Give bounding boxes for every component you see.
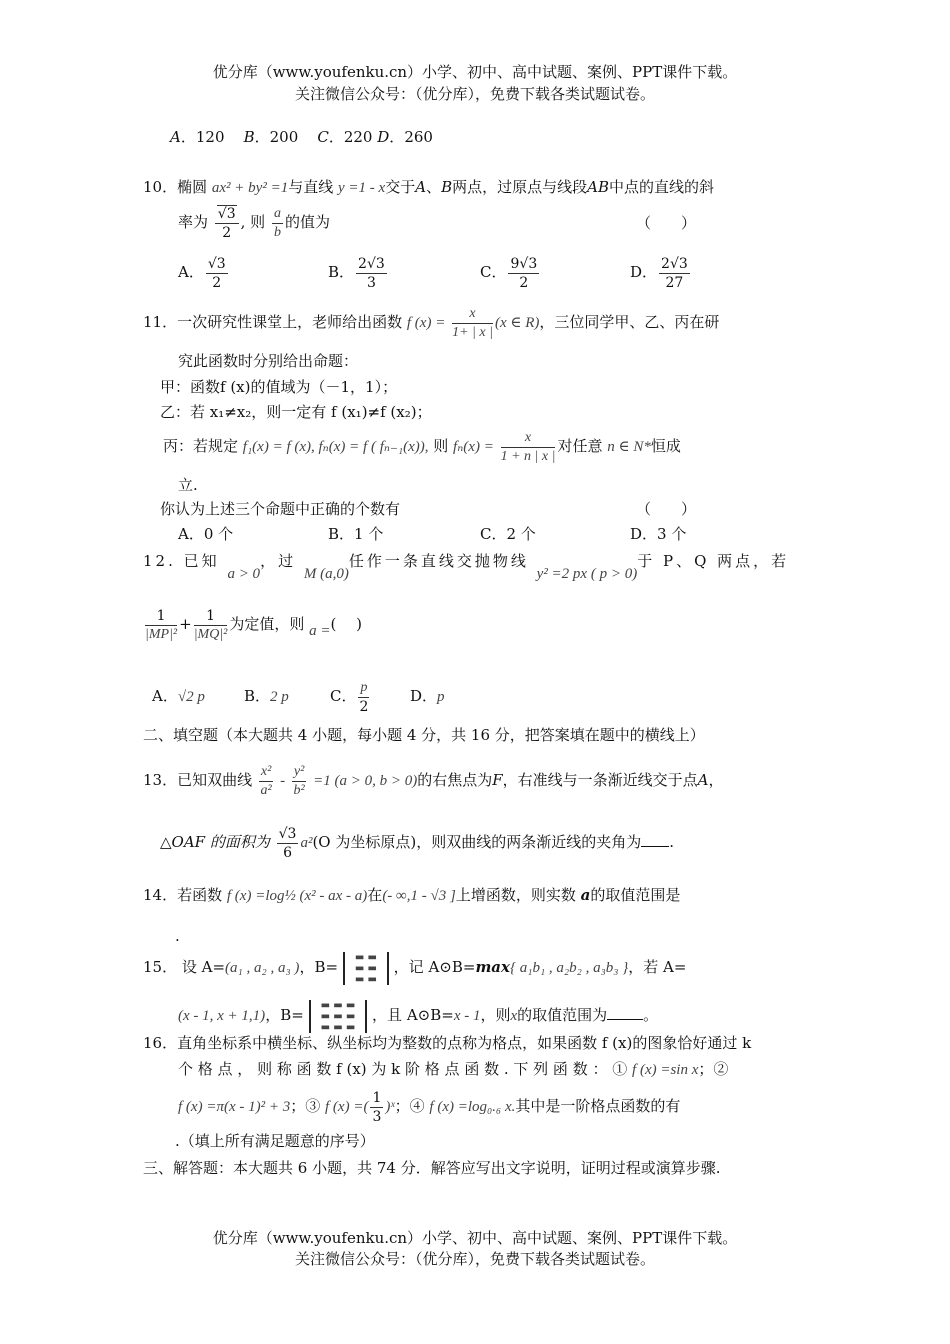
q13-text: .: [669, 833, 675, 851]
q14-function: f (x) =log½ (x² - ax - a): [226, 888, 368, 904]
q12-option-a: [152, 678, 205, 715]
frac-num: 1: [372, 1089, 382, 1106]
q14-text: 若函数: [177, 886, 223, 904]
frac-den: 3: [372, 1108, 382, 1125]
q16-text: ；④: [394, 1097, 425, 1115]
q11-option-d: D．3 个: [630, 525, 687, 543]
q10-option-c: [480, 254, 541, 292]
q14-line-1: [143, 880, 680, 911]
q12-plus: +: [179, 615, 192, 633]
frac-num: x²: [259, 763, 273, 782]
q10-segment-ab: AB: [587, 178, 609, 196]
frac-den: a²: [260, 782, 272, 798]
q16-function-3-suffix: )ˣ: [385, 1099, 395, 1115]
q11-bing-fn: fₙ(x) =: [453, 439, 494, 455]
option-label: D．: [630, 263, 658, 281]
q15-answer-blank[interactable]: [607, 1005, 643, 1020]
q14-interval: (- ∞,1 - √3 ]: [382, 888, 456, 904]
q12-text: 已知: [183, 552, 220, 570]
q15-text: ，B=: [299, 958, 339, 976]
q10-ab-num: a: [272, 205, 283, 224]
option-label: C．: [480, 263, 507, 281]
q15-b-matrix-2: ▬ ▬ ▬ ▬ ▬ ▬ ▬ ▬ ▬: [309, 1000, 368, 1033]
q10-point-a: A: [415, 178, 427, 196]
q14-variable-a: a: [580, 886, 591, 904]
q14-text: 的取值范围是: [590, 886, 681, 904]
q16-text: 直角坐标系中横坐标、纵坐标均为整数的点称为格点，如果函数 f (x)的图象恰好通过 k: [177, 1034, 752, 1052]
q13-line-2: [160, 822, 674, 863]
q16-text: ；③: [290, 1097, 321, 1115]
frac-den: |MQ|²: [193, 626, 228, 642]
frac-num: √3: [207, 255, 226, 272]
q10-option-d: [630, 254, 692, 292]
option-label: A．: [152, 687, 178, 705]
frac-num: 1: [145, 607, 177, 626]
q14-text: 在: [367, 886, 383, 904]
q11-text: 一次研究性课堂上，老师给出函数: [177, 313, 403, 331]
q13-text: ，右准线与一条渐近线交于点: [502, 771, 698, 789]
option-label: C．: [330, 687, 357, 705]
q10-line-2: [178, 204, 330, 242]
q10-text: 的值为: [284, 213, 330, 231]
option-label: B．: [328, 263, 355, 281]
q11-proposition-yi: 乙：若 x₁≠x₂，则一定有 f (x₁)≠f (x₂)；: [160, 403, 432, 421]
q16-function-1: f (x) =sin x: [632, 1062, 699, 1078]
q10-text: 椭圆: [177, 178, 208, 196]
frac-den: 27: [665, 274, 684, 291]
section-3-heading: 三、解答题：本大题共 6 小题，共 74 分．解答应写出文字说明，证明过程或演算步骤.: [143, 1159, 721, 1177]
frac-num: 2√3: [661, 255, 688, 272]
q10-number: 10．: [143, 178, 178, 196]
q12-point-m: M (a,0): [303, 566, 349, 582]
q12-a-equals: a =: [309, 623, 331, 639]
header-line-1: 优分库（www.youfenku.cn）小学、初中、高中试题、案例、PPT课件下载。: [212, 63, 738, 81]
q10-line-1: [143, 176, 714, 199]
option-value: √2 p: [177, 689, 205, 705]
q12-number: 12.: [143, 552, 176, 570]
q12-parabola: y² =2 px ( p > 0): [536, 566, 638, 582]
frac-den: 3: [366, 274, 376, 291]
frac-den: 2: [359, 698, 369, 715]
q13-point-a: A: [697, 771, 709, 789]
q16-line-1: [143, 1032, 751, 1054]
frac-den: 1 + n | x |: [500, 448, 556, 464]
q12-answer-paren: ( ): [330, 615, 363, 633]
q16-function-3-prefix: f (x) =(: [325, 1099, 369, 1115]
q11-bing-n: n ∈ N*: [607, 439, 651, 455]
q13-line-1: [143, 760, 724, 801]
q10-text: 、: [426, 178, 442, 196]
q16-function-2: f (x) =π(x - 1)² + 3: [178, 1099, 291, 1115]
q16-function-4: f (x) =log₀.₆ x.: [429, 1099, 516, 1115]
q15-max-value: { a₁b₁ , a₂b₂ , a₃b₃ }: [509, 960, 629, 976]
option-label: A．: [178, 263, 204, 281]
frac-num: √3: [278, 825, 297, 842]
q12-line-2: [143, 606, 362, 644]
frac-den: 6: [283, 844, 292, 861]
frac-den: |MP|²: [145, 626, 178, 642]
q11-proposition-bing: [163, 428, 681, 466]
q11-function: f (x) =: [406, 315, 446, 331]
q11-option-c: C．2 个: [480, 525, 536, 543]
frac-den: 1+ | x |: [452, 324, 493, 340]
q14-number: 14．: [143, 886, 178, 904]
q11-bing-equation: f₁(x) = f (x), fₙ(x) = f ( fₙ₋₁(x)),: [242, 439, 429, 455]
q12-a-positive: a > 0: [227, 566, 261, 582]
frac-den: 2: [212, 274, 222, 291]
q9-option-c: 220: [343, 128, 373, 146]
frac-num: 2√3: [358, 255, 385, 272]
q11-text: 对任意: [557, 437, 603, 455]
q9-option-b: 200: [269, 128, 299, 146]
q15-text: ，B=: [265, 1006, 304, 1024]
q13-minus: -: [280, 773, 286, 789]
q11-line-1: [143, 304, 719, 342]
option-value: p: [437, 689, 445, 705]
q10-ab-fraction: [272, 205, 283, 242]
q16-text: ；②: [698, 1060, 729, 1078]
q10-text: , 则: [240, 213, 266, 231]
q13-text: (O 为坐标原点)，则双曲线的两条渐近线的夹角为: [312, 833, 642, 851]
q15-text: ，则: [480, 1006, 511, 1024]
q11-option-b: B．1 个: [328, 525, 384, 543]
q15-x-minus-1: x - 1: [453, 1008, 481, 1024]
q11-text: 丙：若规定: [163, 437, 239, 455]
q12-option-c: [330, 678, 371, 716]
q13-text: 已知双曲线: [177, 771, 253, 789]
q15-a-vector-2: (x - 1, x + 1,1): [178, 1008, 266, 1024]
q15-variable-x: x: [510, 1008, 518, 1024]
q9-options: A．120 B．200 C．220 D．260: [170, 128, 433, 146]
q12-text: ，过: [260, 552, 297, 570]
q15-a-vector: (a₁ , a₂ , a₃ ): [225, 960, 300, 976]
q13-rhs: =1 (a > 0, b > 0): [313, 773, 418, 789]
q11-domain: (x ∈ R): [494, 315, 540, 331]
frac-num: x: [501, 429, 556, 448]
q11-proposition-jia: 甲：函数f (x)的值域为（－1，1）；: [160, 378, 398, 396]
q11-option-a: A．0 个: [178, 525, 234, 543]
q10-ellipse-equation: ax² + by² =1: [211, 180, 289, 196]
q14-end: .: [175, 927, 180, 945]
q16-line-4: .（填上所有满足题意的序号）: [175, 1132, 375, 1150]
frac-num: 1: [194, 607, 228, 626]
q11-answer-paren: （ ）: [636, 500, 697, 518]
q9-option-d: 260: [404, 128, 433, 146]
q10-ab-den: b: [273, 224, 281, 240]
q15-text: ，记 A⊙B=: [393, 958, 476, 976]
option-label: B．: [244, 687, 271, 705]
q11-number: 11．: [143, 313, 178, 331]
q10-text: 两点，过原点与线段: [452, 178, 588, 196]
q13-text: 的右焦点为: [417, 771, 493, 789]
q9-option-a: 120: [195, 128, 225, 146]
q12-text: 于 P、Q 两点，若: [637, 552, 790, 570]
frac-num: y²: [292, 763, 306, 782]
q10-text: 中点的直线的斜: [608, 178, 714, 196]
q10-text: 与直线: [288, 178, 334, 196]
q11-fraction: [452, 305, 493, 342]
q16-line-3: [178, 1088, 680, 1126]
q15-max: max: [475, 958, 510, 976]
frac-num: 9√3: [510, 255, 538, 272]
footer-line-2: 关注微信公众号：（优分库），免费下载各类试题试卷。: [294, 1250, 655, 1268]
q11-text: 恒成: [650, 437, 681, 455]
q15-text: 。: [643, 1006, 659, 1024]
q13-focus-f: F: [492, 771, 503, 789]
q15-line-1: [143, 950, 686, 985]
q15-text: ，且 A⊙B=: [372, 1006, 454, 1024]
q11-line-li: 立.: [178, 476, 198, 494]
q10-option-a: [178, 254, 230, 292]
q10-text: 交于: [385, 178, 416, 196]
q15-text: 的取值范围为: [517, 1006, 608, 1024]
option-label: D．: [410, 687, 438, 705]
frac-num: x: [452, 305, 493, 324]
frac-num: p: [358, 679, 369, 698]
q15-b-matrix-1: ▬ ▬ ▬ ▬ ▬ ▬: [343, 952, 389, 985]
q16-line-2: [178, 1058, 728, 1081]
header-line-2: 关注微信公众号：（优分库），免费下载各类试题试卷。: [294, 85, 655, 103]
frac-den: 2: [519, 274, 529, 291]
q13-text: △OAF 的面积为: [160, 833, 270, 851]
q10-answer-paren: （ ）: [636, 214, 697, 232]
q11-text: ，三位同学甲、乙、丙在研: [539, 313, 720, 331]
q12-option-b: [244, 678, 289, 715]
q10-option-b: [328, 254, 389, 292]
q15-text: ，若 A=: [628, 958, 687, 976]
q16-text: 其中是一阶格点函数的有: [515, 1097, 681, 1115]
q11-line-2: 究此函数时分别给出命题：: [178, 352, 359, 370]
q11-text: 则: [433, 437, 449, 455]
q12-line-1: [143, 550, 790, 582]
q10-line-equation: y =1 - x: [338, 180, 386, 196]
q16-text: 个 格 点 ， 则 称 函 数 f (x) 为 k 阶 格 点 函 数 . 下 列 函 数 ： ①: [178, 1060, 628, 1078]
q15-text: 设 A=: [181, 958, 226, 976]
q10-slope-fraction: $\frac{√3}{2}$: [215, 205, 239, 242]
q13-answer-blank[interactable]: [641, 832, 669, 847]
footer-line-1: 优分库（www.youfenku.cn）小学、初中、高中试题、案例、PPT课件下载。: [212, 1229, 738, 1247]
q12-text: 任作一条直线交抛物线: [348, 552, 529, 570]
q10-text: 率为: [178, 213, 209, 231]
q15-line-2: [178, 998, 658, 1033]
q15-number: 15．: [143, 958, 178, 976]
q12-text: 为定值，则: [229, 615, 305, 633]
frac-den: b²: [293, 782, 305, 798]
q13-number: 13．: [143, 771, 178, 789]
q13-a-squared: a²: [300, 835, 313, 851]
q10-point-b: B: [441, 178, 453, 196]
q11-question: 你认为上述三个命题中正确的个数有: [160, 500, 401, 518]
q16-number: 16．: [143, 1034, 178, 1052]
q11-bing-fraction: [501, 429, 556, 466]
q10-slope-den: 2: [222, 224, 232, 241]
section-2-heading: 二、填空题（本大题共 4 小题，每小题 4 分，共 16 分，把答案填在题中的横线上）: [143, 726, 705, 744]
q12-option-d: [410, 678, 445, 715]
q14-text: 上增函数，则实数: [455, 886, 576, 904]
q13-text: ，: [708, 771, 724, 789]
option-value: 2 p: [270, 689, 289, 705]
